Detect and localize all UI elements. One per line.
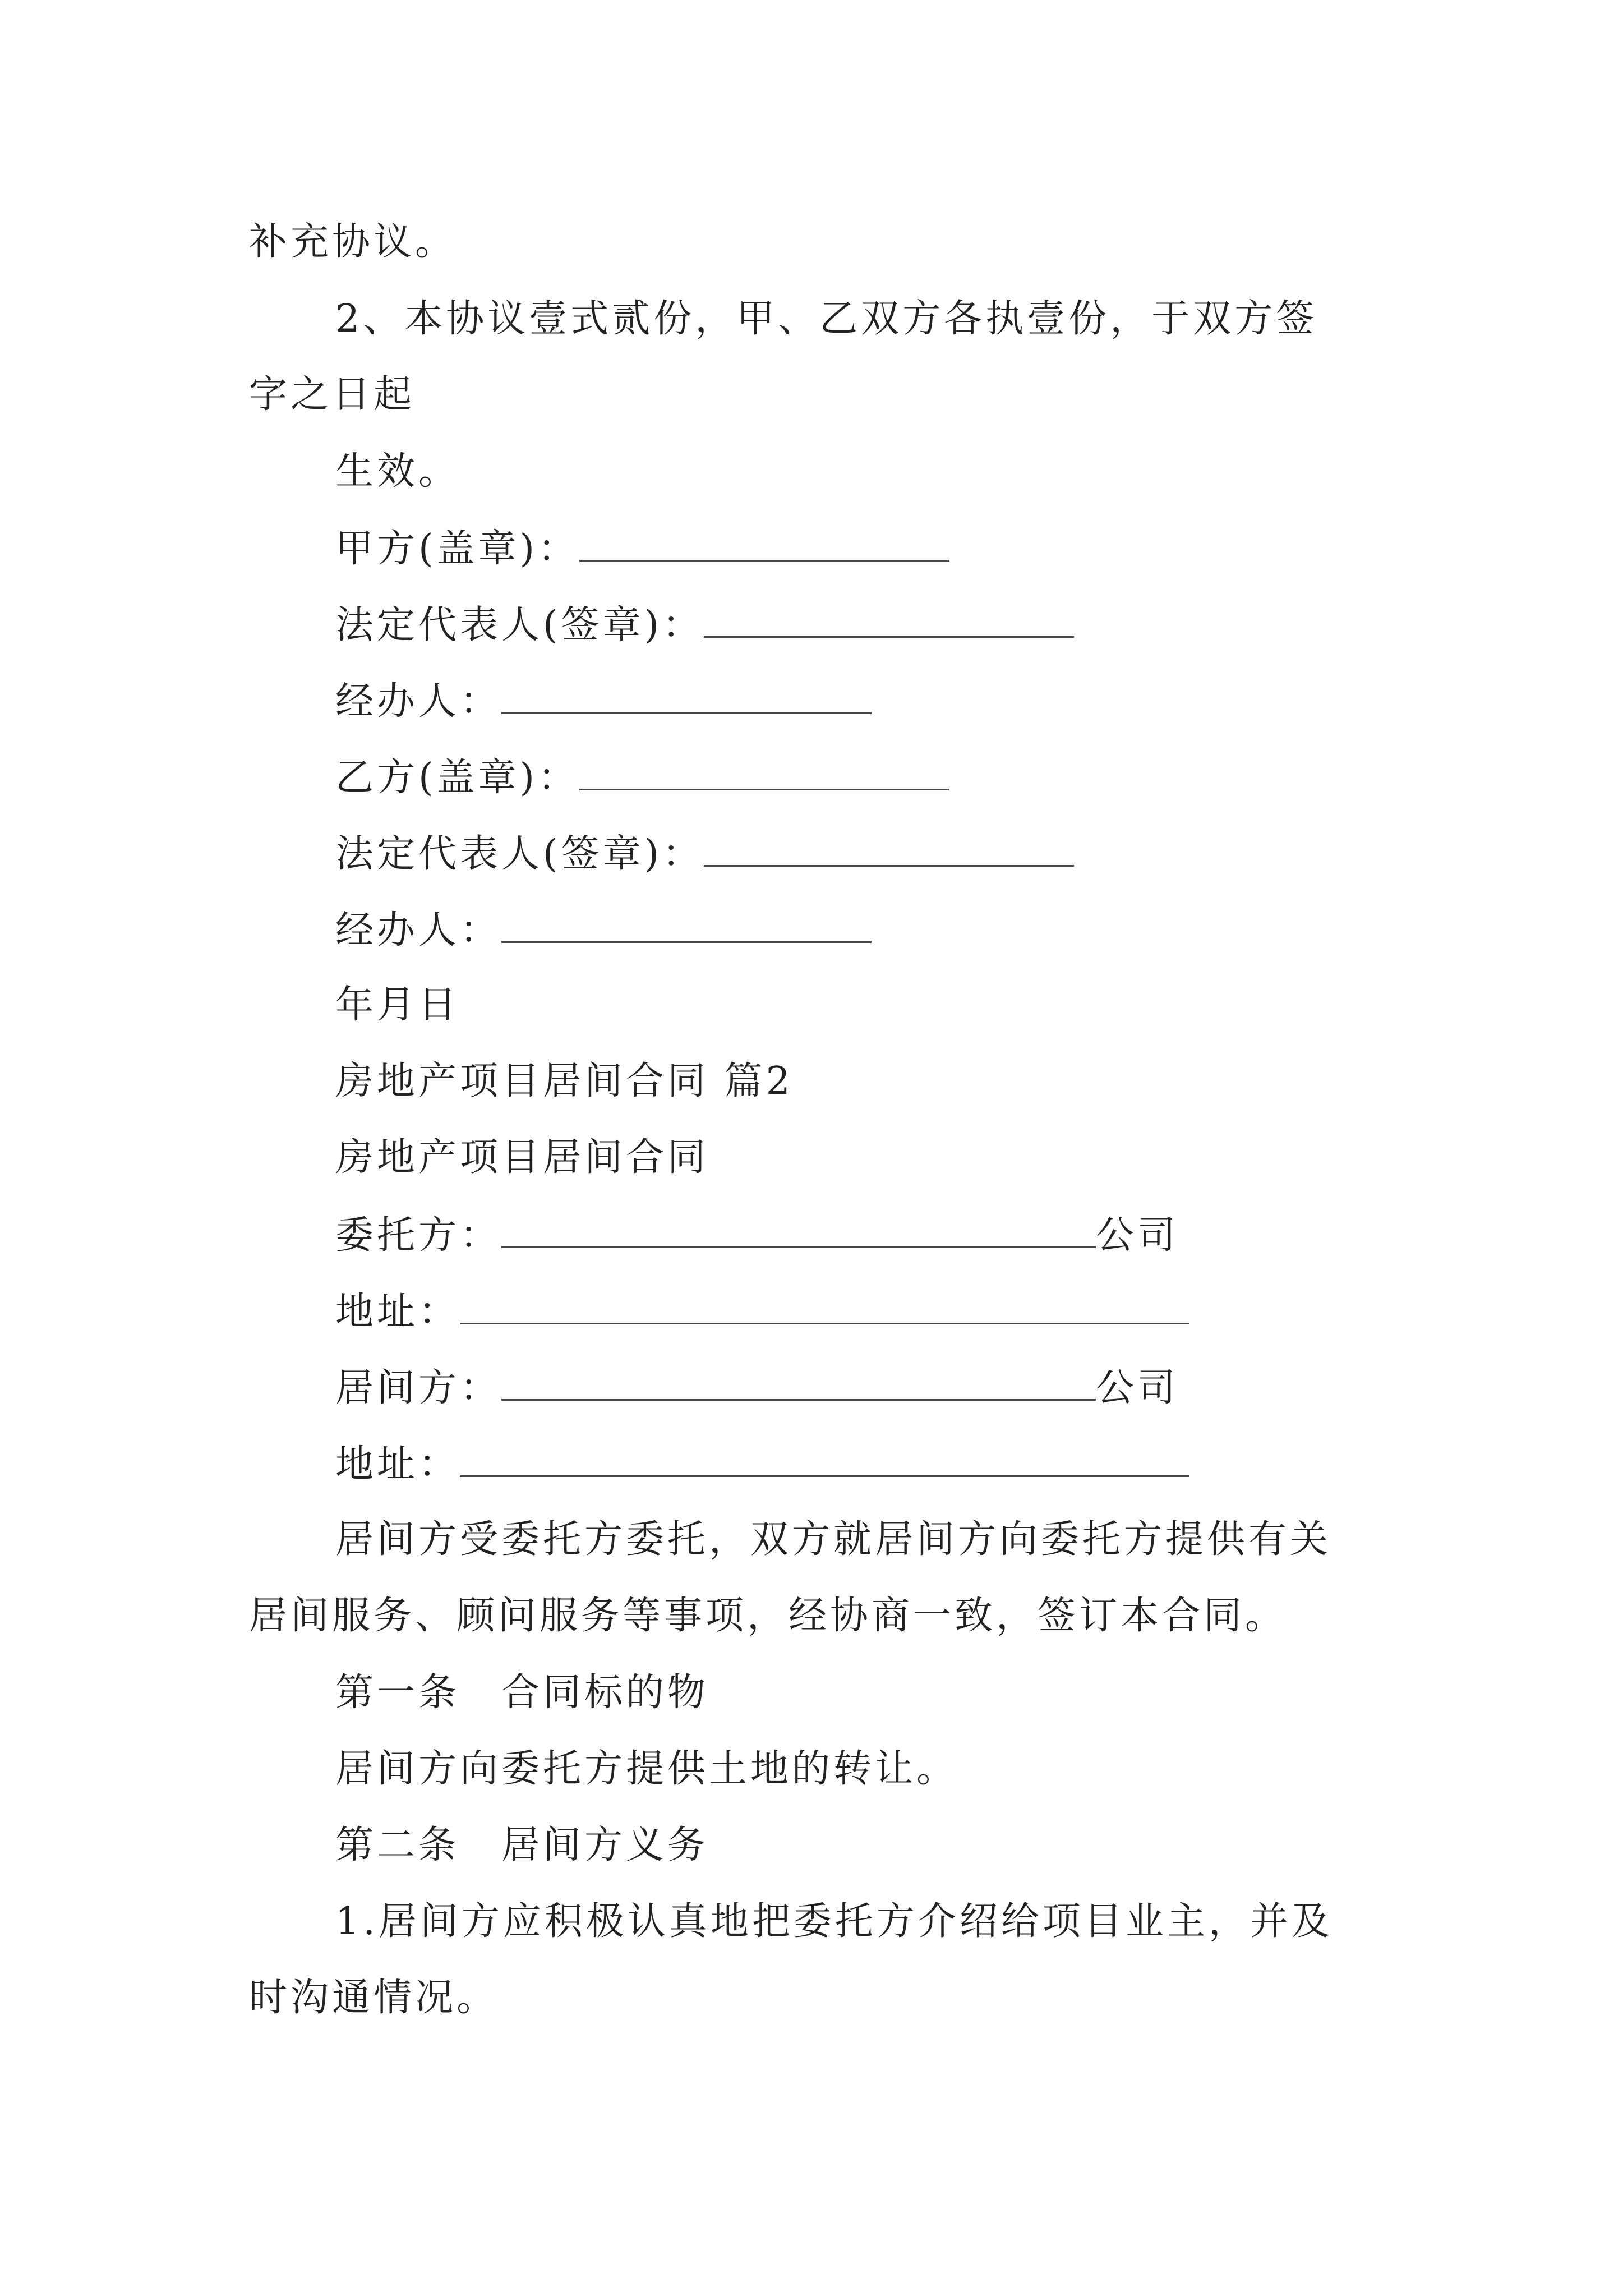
- signature-blank: [579, 754, 949, 790]
- text-line: 居间方向委托方提供土地的转让。: [335, 1747, 958, 1791]
- text-line: 字之日起: [249, 372, 416, 417]
- signature-line: [335, 830, 1074, 877]
- signature-label: 法定代表人(签章)：: [335, 832, 704, 876]
- text-line: 2、本协议壹式贰份，甲、乙双方各执壹份，于双方签: [335, 297, 1318, 341]
- party-label: 居间方：: [335, 1366, 502, 1410]
- signature-line: [335, 754, 949, 800]
- signature-line: [335, 907, 872, 953]
- address-blank: [460, 1441, 1189, 1477]
- text-line: 1.居间方应积极认真地把委托方介绍给项目业主，并及: [335, 1899, 1333, 1944]
- signature-blank: [501, 678, 872, 714]
- address-label: 地址：: [335, 1290, 460, 1334]
- address-label: 地址：: [335, 1442, 460, 1487]
- signature-blank: [704, 830, 1074, 867]
- signature-label: 法定代表人(签章)：: [335, 603, 704, 647]
- contract-title: 房地产项目居间合同: [335, 1135, 709, 1180]
- text-line: 补充协议。: [249, 220, 457, 264]
- signature-label: 乙方(盖章)：: [335, 756, 580, 800]
- address-line: [335, 1441, 1189, 1487]
- article-heading: 第二条 居间方义务: [335, 1823, 709, 1867]
- party-line: [335, 1364, 1179, 1411]
- text-line: 生效。: [335, 449, 460, 494]
- party-label: 委托方：: [335, 1213, 502, 1258]
- signature-line: [335, 525, 949, 572]
- text-line: 居间方受委托方委托，双方就居间方向委托方提供有关: [335, 1517, 1332, 1562]
- party-blank: [501, 1212, 1096, 1248]
- address-blank: [460, 1288, 1189, 1324]
- signature-line: [335, 678, 872, 724]
- text-line: 居间服务、顾问服务等事项，经协商一致，签订本合同。: [249, 1594, 1287, 1638]
- signature-blank: [704, 601, 1074, 638]
- signature-line: [335, 601, 1074, 648]
- article-heading: 第一条 合同标的物: [335, 1671, 709, 1715]
- text-line: 时沟通情况。: [249, 1976, 499, 2020]
- date-line: 年月日: [335, 983, 460, 1027]
- signature-label: 经办人：: [335, 679, 502, 724]
- section-heading: 房地产项目居间合同 篇2: [335, 1059, 794, 1103]
- signature-label: 甲方(盖章)：: [335, 527, 580, 571]
- signature-label: 经办人：: [335, 908, 502, 953]
- signature-blank: [579, 525, 949, 562]
- signature-blank: [501, 907, 872, 943]
- party-blank: [501, 1364, 1096, 1401]
- party-line: [335, 1212, 1179, 1258]
- party-suffix: 公司: [1096, 1213, 1179, 1258]
- party-suffix: 公司: [1096, 1366, 1179, 1410]
- address-line: [335, 1288, 1189, 1335]
